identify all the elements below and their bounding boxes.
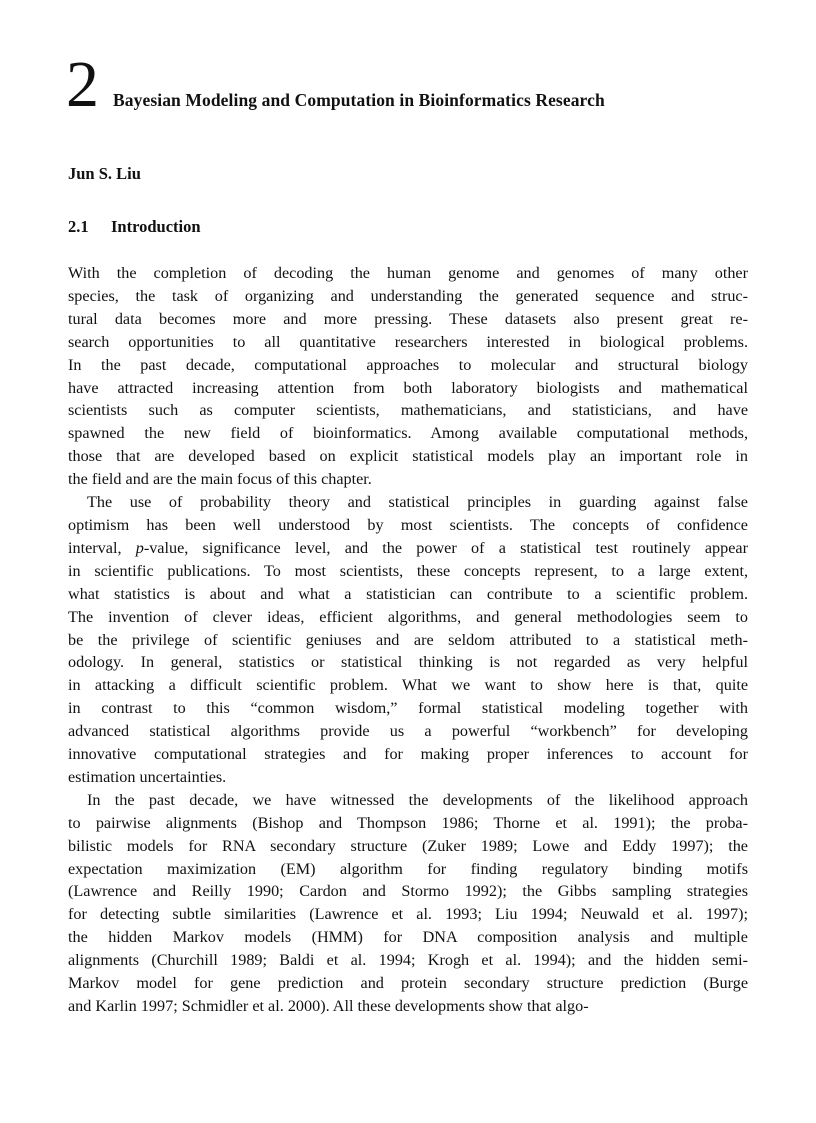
paragraph xyxy=(68,491,748,789)
text-line: search opportunities to all quantitative researchers interested in biological problems. xyxy=(68,332,748,351)
text-line: species, the task of organizing and understanding the generated sequence and struc- xyxy=(68,286,748,305)
text-line: the hidden Markov models (HMM) for DNA composition analysis and multiple xyxy=(68,928,748,947)
text-line: for detecting subtle similarities (Lawrence et al. 1993; Liu 1994; Neuwald et al. 1997); xyxy=(68,905,748,924)
author-name: Jun S. Liu xyxy=(68,164,141,183)
text-line: estimation uncertainties. xyxy=(68,767,227,786)
text-line: In the past decade, we have witnessed the developments of the likelihood approach xyxy=(87,790,748,809)
text-line: advanced statistical algorithms provide us a powerful “workbench” for developing xyxy=(68,722,748,741)
text-line: alignments (Churchill 1989; Baldi et al. 1994; Krogh et al. 1994); and the hidden semi- xyxy=(68,951,748,970)
text-line: optimism has been well understood by most scientists. The concepts of confidence xyxy=(68,515,748,534)
text-line: odology. In general, statistics or statistical thinking is not regarded as very helpful xyxy=(68,653,748,672)
body-text xyxy=(68,262,748,1018)
section-heading xyxy=(68,217,201,237)
text-line: interval, p-value, significance level, and the power of a statistical test routinely appear xyxy=(68,538,748,557)
text-line: innovative computational strategies and for making proper inferences to account for xyxy=(68,745,748,764)
text-line: With the completion of decoding the human genome and genomes of many other xyxy=(68,264,748,282)
text-line: bilistic models for RNA secondary structure (Zuker 1989; Lowe and Eddy 1997); the xyxy=(68,836,748,855)
text-line: In the past decade, computational approaches to molecular and structural biology xyxy=(68,355,748,374)
text-line: in scientific publications. To most scientists, these concepts represent, to a large extent, xyxy=(68,561,748,580)
section-number: 2.1 xyxy=(68,217,89,236)
text-line: have attracted increasing attention from both laboratory biologists and mathematical xyxy=(68,378,748,397)
text-line: be the privilege of scientific geniuses and are seldom attributed to a statistical meth- xyxy=(68,630,748,649)
text-line: in attacking a difficult scientific problem. What we want to show here is that, quite xyxy=(68,676,748,695)
text-line: those that are developed based on explicit statistical models play an important role in xyxy=(68,447,748,466)
chapter-heading xyxy=(66,48,605,121)
text-line: and Karlin 1997; Schmidler et al. 2000). All these developments show that algo- xyxy=(68,997,589,1015)
text-line: The use of probability theory and statistical principles in guarding against false xyxy=(87,493,748,512)
text-line: the field and are the main focus of this chapter. xyxy=(68,470,372,489)
text-line: scientists such as computer scientists, mathematicians, and statisticians, and have xyxy=(68,401,748,420)
chapter-number: 2 xyxy=(66,48,99,121)
text-line: spawned the new field of bioinformatics. Among available computational methods, xyxy=(68,424,748,443)
text-line: in contrast to this “common wisdom,” formal statistical modeling together with xyxy=(68,699,748,718)
text-line: tural data becomes more and more pressing. These datasets also present great re- xyxy=(68,309,748,328)
paragraph xyxy=(68,262,748,491)
text-line: Markov model for gene prediction and protein secondary structure prediction (Burge xyxy=(68,974,748,993)
text-line: (Lawrence and Reilly 1990; Cardon and Stormo 1992); the Gibbs sampling strategies xyxy=(68,882,748,901)
chapter-title: Bayesian Modeling and Computation in Bioinformatics Research xyxy=(113,90,605,110)
text-line: The invention of clever ideas, efficient algorithms, and general methodologies seem to xyxy=(68,607,748,626)
text-line: expectation maximization (EM) algorithm for finding regulatory binding motifs xyxy=(68,859,748,878)
text-line: what statistics is about and what a statistician can contribute to a scientific problem. xyxy=(68,584,748,603)
section-title: Introduction xyxy=(111,217,201,236)
paragraph xyxy=(68,789,748,1018)
text-line: to pairwise alignments (Bishop and Thompson 1986; Thorne et al. 1991); the proba- xyxy=(68,813,748,832)
